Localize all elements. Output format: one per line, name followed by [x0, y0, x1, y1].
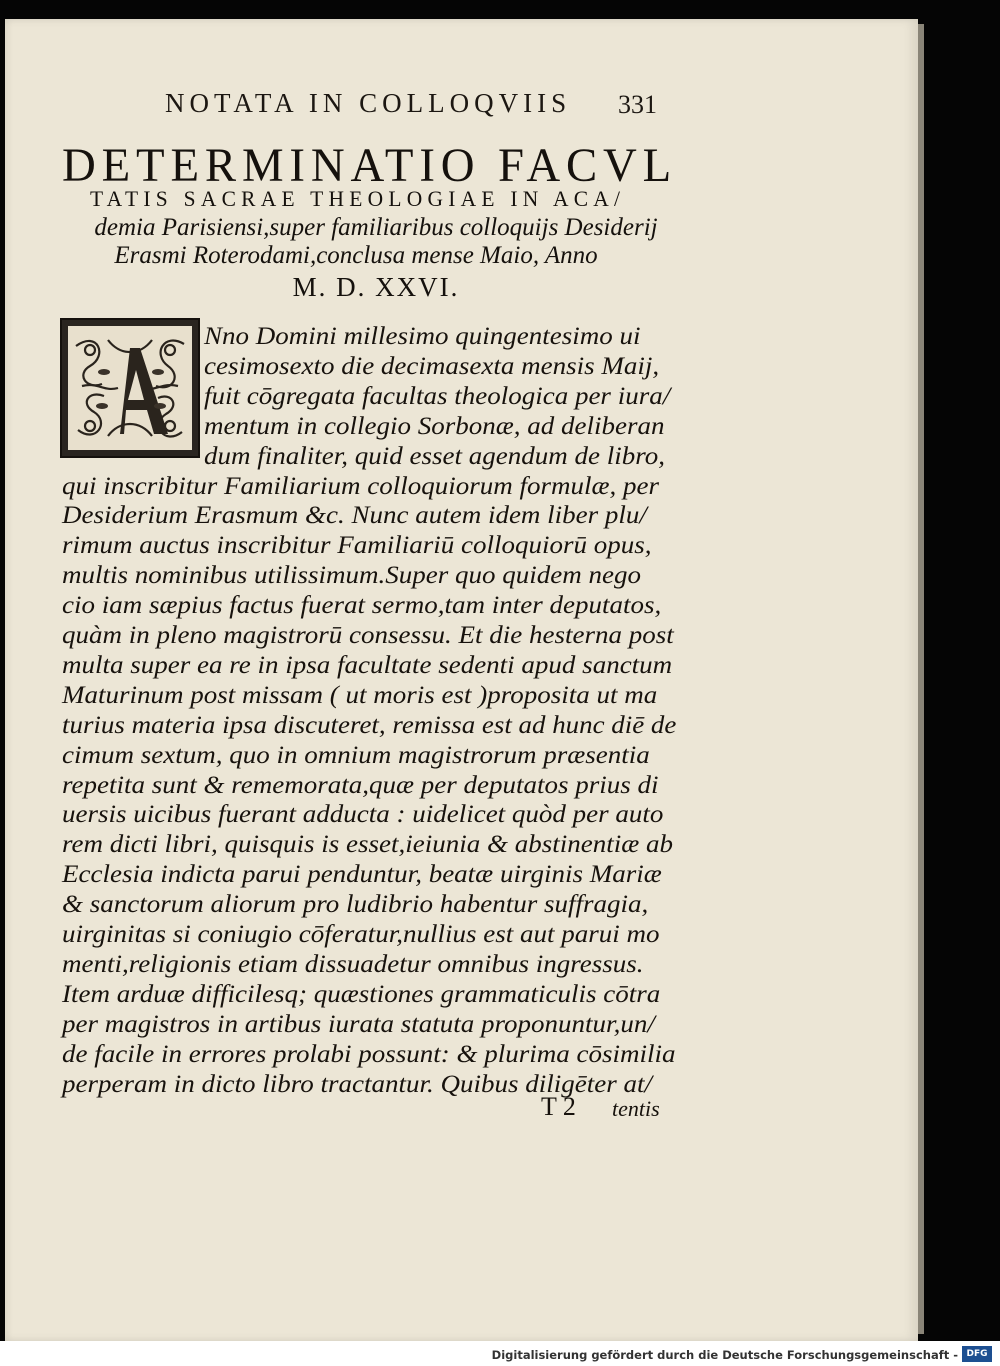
initial-ornament: [68, 326, 192, 450]
body-line: cio iam sæpius factus fuerat sermo,tam inter deputatos,: [62, 592, 662, 620]
foliage-ornament-icon: [68, 326, 192, 450]
body-line: mentum in collegio Sorbonæ, ad deliberan: [204, 412, 665, 440]
digitization-credit: Digitalisierung gefördert durch die Deutsche Forschungsgemeinschaft -: [491, 1348, 958, 1362]
body-line: Ecclesia indicta parui penduntur, beatæ uirginis Mariæ: [62, 861, 662, 889]
body-line: turius materia ipsa discuteret, remissa est ad hunc diē de: [62, 711, 677, 739]
signature-mark: T 2: [541, 1092, 576, 1121]
body-line: per magistros in artibus iurata statuta proponuntur,un/: [62, 1010, 655, 1038]
body-line: Desiderium Erasmum &c. Nunc autem idem liber plu/: [62, 502, 647, 530]
body-line: rimum auctus inscribitur Familiariū colloquiorū opus,: [62, 532, 652, 560]
body-line: perperam in dicto libro tractantur. Quibus diligēter at/: [62, 1070, 652, 1098]
body-line: uirginitas si coniugio cōferatur,nullius est aut parui mo: [62, 921, 660, 948]
title-line-4: Erasmi Roterodami,conclusa mense Maio, Anno: [114, 242, 598, 269]
body-line: repetita sunt & rememorata,quæ per deputatos prius di: [62, 771, 659, 799]
body-line: menti,religionis etiam dissuadetur omnibus ingressus.: [62, 950, 644, 978]
body-line: Maturinum post missam ( ut moris est )proposita ut ma: [62, 681, 658, 709]
body-line: uersis uicibus fuerant adducta : uidelicet quòd per auto: [62, 801, 664, 829]
body-line: multis nominibus utilissimum.Super quo quidem nego: [62, 562, 641, 590]
body-line: dum finaliter, quid esset agendum de libro,: [204, 442, 665, 470]
body-line: cimum sextum, quo in omnium magistrorum præsentia: [62, 741, 650, 769]
dfg-logo: DFG: [962, 1346, 992, 1362]
body-line: fuit cōgregata facultas theologica per iura/: [204, 382, 671, 410]
body-line: multa super ea re in ipsa facultate sedenti apud sanctum: [62, 651, 673, 679]
title-line-5: M. D. XXVI.: [292, 272, 460, 302]
folio-number: 331: [618, 90, 657, 119]
decorated-initial: [60, 318, 200, 458]
running-head: NOTATA IN COLLOQVIIS: [165, 88, 572, 118]
body-line: rem dicti libri, quisquis is esset,ieiunia & abstinentiæ ab: [62, 831, 674, 859]
body-line: qui inscribitur Familiarium colloquiorum formulæ, per: [62, 472, 660, 500]
body-line: & sanctorum aliorum pro ludibrio habentur suffragia,: [62, 891, 649, 919]
body-line: Nno Domini millesimo quingentesimo ui: [204, 323, 641, 350]
catchword: tentis: [612, 1096, 660, 1121]
title-line-2: TATIS SACRAE THEOLOGIAE IN ACA/: [90, 186, 626, 211]
body-line: Item arduæ difficilesq; quæstiones grammaticulis cōtra: [62, 980, 661, 1008]
body-line: quàm in pleno magistrorū consessu. Et die hesterna post: [62, 622, 674, 649]
body-line: de facile in errores prolabi possunt: & plurima cōsimilia: [62, 1040, 676, 1068]
title-line-3: demia Parisiensi,super familiaribus colloquijs Desiderij: [94, 214, 658, 241]
body-line: cesimosexto die decimasexta mensis Maij,: [204, 352, 660, 380]
title-line-1: DETERMINATIO FACVL: [62, 139, 678, 192]
page-edge: [918, 24, 924, 1334]
